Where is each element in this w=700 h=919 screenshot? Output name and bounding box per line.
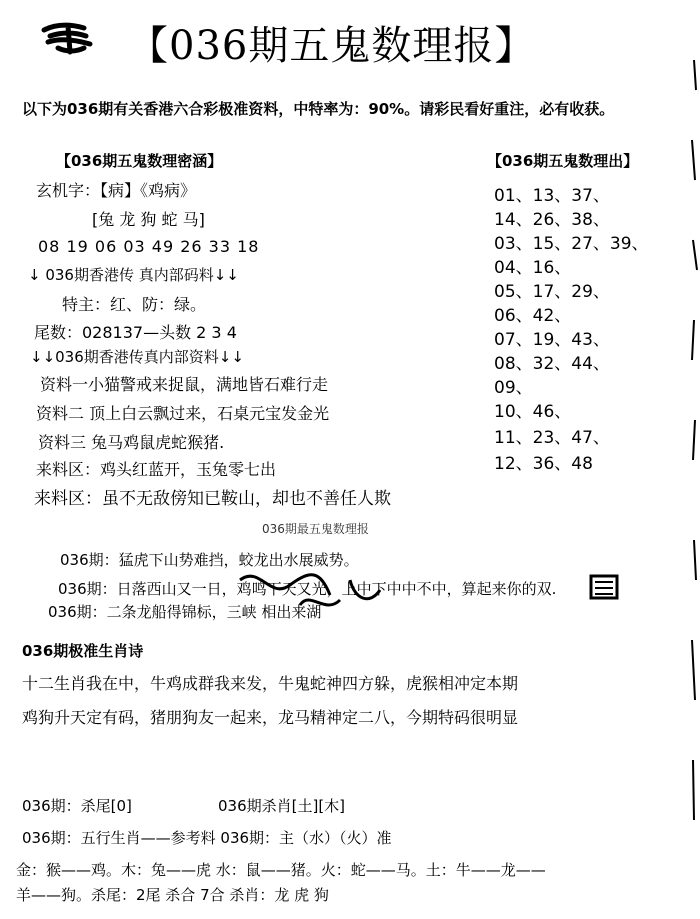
poem-line-2: 鸡狗升天定有码，猪朋狗友一起来，龙马精神定二八，今期特码很明显 [22, 708, 519, 727]
kill-zodiac: 036期杀肖[土][木] [218, 797, 346, 815]
ziliao-2: 资料二 顶上白云飘过来，石桌元宝发金光 [36, 404, 330, 423]
kill-tail: 036期：杀尾[0] [22, 797, 132, 815]
special-line: 特主：红、防：绿。 [62, 295, 207, 314]
number-row: 04、16、 [494, 258, 572, 278]
middle-line-2: 036期：日落西山又一日，鸡鸣下天又光，上中下中中不中，算起来你的双. [58, 580, 557, 598]
poem-header: 036期极准生肖诗 [22, 642, 144, 660]
wuxing-line: 036期：五行生肖——参考料 036期：主（水）（火）准 [22, 829, 392, 847]
page-title: 【036期五鬼数理报】 [128, 23, 536, 69]
right-section-header: 【036期五鬼数理出】 [487, 152, 639, 170]
number-row: 05、17、29、 [494, 282, 610, 302]
middle-subtitle: 036期最五鬼数理报 [262, 522, 369, 536]
number-row: 07、19、43、 [494, 330, 610, 350]
calligraphy-logo-icon [40, 22, 100, 56]
intro-text: 以下为036期有关香港六合彩极准资料，中特率为：90%。请彩民看好重注，必有收获。 [22, 100, 615, 118]
animals-line: [兔 龙 狗 蛇 马] [92, 210, 205, 229]
number-row: 03、15、27、39、 [494, 234, 649, 254]
weishu-line: 尾数：028137—头数 2 3 4 [34, 323, 237, 342]
wuxing-detail-1: 金：猴——鸡。木：兔——虎 水：鼠——猪。火：蛇——马。土：牛——龙—— [16, 861, 546, 879]
number-row: 10、46、 [494, 402, 572, 422]
wuxing-detail-2: 羊——狗。杀尾：2尾 杀合 7合 杀肖：龙 虎 狗 [16, 886, 329, 904]
left-section-header: 【036期五鬼数理密涵】 [56, 152, 223, 170]
number-row: 08、32、44、 [494, 354, 610, 374]
number-row: 12、36、48 [494, 454, 593, 474]
handwritten-scribble-icon [230, 560, 390, 620]
middle-line-1: 036期：猛虎下山势难挡，蛟龙出水展威势。 [60, 551, 359, 569]
number-row: 09、 [494, 378, 533, 398]
xuanji-line: 玄机字：【病】《鸡病》 [36, 181, 197, 200]
ziliao-1: 资料一小猫警戒来捉鼠，满地皆石难行走 [40, 375, 329, 394]
number-row: 01、13、37、 [494, 186, 610, 206]
laoliao-1: 来料区：鸡头红蓝开，玉兔零七出 [36, 460, 277, 479]
ziliao-3: 资料三 兔马鸡鼠虎蛇猴猪. [38, 433, 225, 452]
hk-header-1: ↓ 036期香港传 真内部码料↓↓ [28, 266, 239, 284]
hk-header-2: ↓↓036期香港传真内部资料↓↓ [30, 348, 244, 366]
scan-edge-decoration [686, 0, 700, 919]
middle-line-3: 036期：二条龙船得锦标，三峡 相出来湖 [48, 603, 322, 621]
numbers-line: 08 19 06 03 49 26 33 18 [38, 237, 260, 256]
number-row: 11、23、47、 [494, 428, 610, 448]
stamp-scribble-icon [585, 570, 625, 606]
laoliao-2: 来料区：虽不无敌傍知已鞍山，却也不善任人欺 [34, 489, 391, 509]
number-row: 14、26、38、 [494, 210, 610, 230]
poem-line-1: 十二生肖我在中，牛鸡成群我来发，牛鬼蛇神四方躲，虎猴相冲定本期 [22, 674, 519, 693]
number-row: 06、42、 [494, 306, 572, 326]
